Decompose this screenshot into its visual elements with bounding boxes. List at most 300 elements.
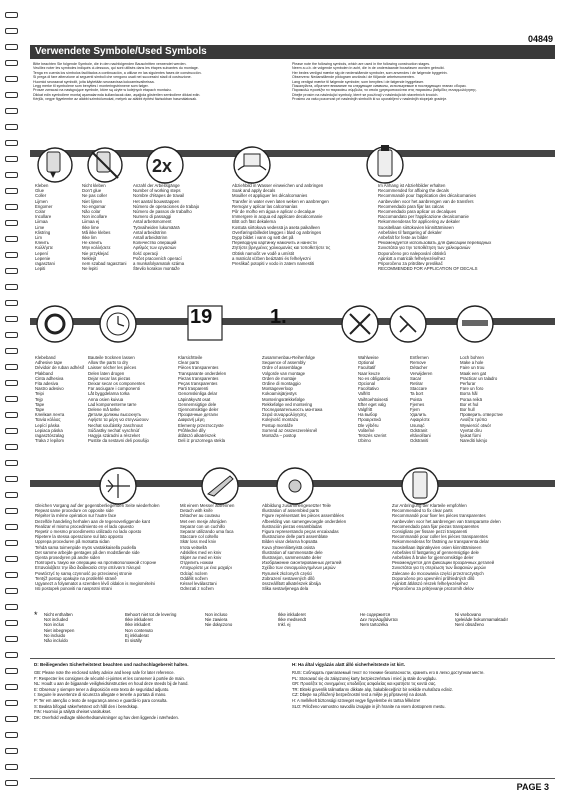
binding-hole xyxy=(5,764,18,770)
binding-hole xyxy=(5,444,18,450)
symbol-label: Monteringsrækkefølge xyxy=(262,396,305,402)
symbol-label: Recommended to fix clear parts xyxy=(392,508,453,514)
symbol-label: Make a hole xyxy=(460,360,484,366)
symbol-label: lyukat fúrni xyxy=(460,433,481,439)
symbol-label: Mouiller et appliquer les décalcomanies xyxy=(232,193,308,199)
symbol-label: Teipi xyxy=(35,391,44,397)
symbol-label: Det samme arbejde gentages på den modstående side xyxy=(35,549,140,555)
intro-line: Si prega di fare attenzione ai seguenti simboli che vengono usati nei successivi stadi di costruzione. xyxy=(33,75,192,80)
symbol-label: Valfritt xyxy=(358,391,370,397)
symbol-label: Non incollare xyxy=(82,214,108,220)
general-note: Ikke medsendt xyxy=(278,617,306,623)
symbol-label: Bilden visar delarna hopsatta xyxy=(262,539,318,545)
symbol-label: Рекомендуется для фиксации прозрачных деталей xyxy=(392,560,495,566)
symbol-label: Количество операций xyxy=(133,240,177,246)
binding-hole xyxy=(5,540,18,546)
page-title: Verwendete Symbole/Used Symbols xyxy=(30,45,555,59)
symbol-label: Ne pas coller xyxy=(82,193,108,199)
binding-hole xyxy=(5,44,18,50)
symbol-label: Aanbevolen voor het aanbrengen van transparante delen xyxy=(392,518,501,524)
symbol-label: Coller xyxy=(35,193,47,199)
safety-line: P: Ter em atenção o texto de segurança anexo e guardá-lo para consulta. xyxy=(34,697,168,703)
symbol-label: Lepiaca páska xyxy=(35,427,63,433)
intro-right xyxy=(292,62,554,102)
symbol-text-col6 xyxy=(410,355,432,443)
symbol-label: Ripetere la stessa operazione sul lato opposto xyxy=(35,534,124,540)
symbol-label: Colar xyxy=(35,209,46,215)
binding-hole xyxy=(5,588,18,594)
symbol-label: Afbeelding van samengevoegde onderdelen xyxy=(262,518,347,524)
symbol-label: Työvaiheiden lukumäärä xyxy=(133,224,180,230)
symbol-label: Détacher au couteau xyxy=(180,513,220,519)
symbol-label: Antal arbeidstrinn xyxy=(133,229,167,235)
symbol-label: Προαιρετικά xyxy=(358,417,381,423)
binding-hole xyxy=(5,364,18,370)
safety-line: TR: Ekteki güvenlik talimatlarını dikkate alıp, bakabileceğiniz bir sekilde muhafaza ediniz. xyxy=(292,686,454,692)
symbol-text-col4 xyxy=(232,183,330,266)
symbol-label: Elementy przezroczyste xyxy=(178,422,224,428)
symbol-label: ragasztani xyxy=(35,261,55,267)
symbol-label: Powtórzyć tę samą czynność po przeciwnej stronie xyxy=(35,570,132,576)
symbol-text-col5 xyxy=(378,183,491,271)
symbol-label: Anbefales å bruke for gjennomsiktige deler xyxy=(392,555,474,561)
symbol-label: Επαναλάβετε την ίδια διαδικασία στην απέναντι πλευρά xyxy=(35,565,141,571)
general-col5 xyxy=(360,612,398,628)
symbol-label: Läpinäkyvät osat xyxy=(178,396,211,402)
symbol-label: Pôr de molho em água e aplicar o decalque xyxy=(232,209,316,215)
symbol-label: Bor et hul xyxy=(460,401,479,407)
symbol-text-col3 xyxy=(178,355,226,443)
symbol-label: Antal arbetsmoment xyxy=(133,219,172,225)
symbol-label: Montaža – postop xyxy=(262,433,297,439)
symbol-label: Wahlweise xyxy=(358,355,379,360)
binding-hole xyxy=(5,140,18,146)
safety-line: F: Respecter les consignes de sécurité ci-jointes et les conserver à portée de main. xyxy=(34,675,185,681)
symbol-label: Κολλήστε xyxy=(35,245,54,251)
symbol-label: Figura representando peças encaixadas xyxy=(262,529,339,535)
symbol-label: Nie przyklejać xyxy=(82,250,109,256)
general-col1 xyxy=(44,612,74,643)
symbol-label: Skjær av med en kniv xyxy=(180,555,222,561)
binding-hole xyxy=(5,380,18,386)
intro-line: Veuillez noter les symboles indiqués ci-dessous, qui sont utilisés dans les étapes suivantes du montage. xyxy=(33,66,199,71)
decal-softener-icon xyxy=(367,145,403,183)
binding-hole xyxy=(5,172,18,178)
binding-hole xyxy=(5,252,18,258)
symbol-label: Usunąć xyxy=(410,422,425,428)
symbol-label: Μην κολλήσετε xyxy=(82,245,111,251)
symbol-label: Отделить ножом xyxy=(180,560,214,566)
binding-hole xyxy=(5,12,18,18)
symbol-label: Повторить такую же операцию на противоположной стороне xyxy=(35,560,157,566)
symbol-label: Anbefales til fastgøring af dekaler xyxy=(378,229,442,235)
symbol-label: Montageverloop xyxy=(262,386,293,392)
step-number-example: 19 xyxy=(190,306,213,328)
symbol-label: Recommandé pour l'application des décalcomanies xyxy=(378,193,477,199)
symbol-label: Poraa reikä xyxy=(460,396,482,402)
symbol-label: Opcional xyxy=(358,381,375,387)
binding-hole xyxy=(5,732,18,738)
binding-hole xyxy=(5,524,18,530)
symbol-label: Bor hull xyxy=(460,407,475,413)
safety-line: E: Observar y siempre tener a disposición este texto de seguridad adjunto. xyxy=(34,686,170,692)
knife-icon xyxy=(202,468,238,504)
symbol-label: Kostuta siirtokuva vedessä ja aseta paikalleen xyxy=(232,224,320,230)
symbol-label: Ikke lim xyxy=(82,235,97,241)
symbol-label: Figure représentant les pièces assemblées xyxy=(262,513,344,519)
symbol-label: Illustration of assembled parts xyxy=(262,508,320,514)
symbol-label: Separar utilizando uma faca xyxy=(180,529,234,535)
symbol-label: Sorrend az összeszerelésnél xyxy=(262,427,318,433)
symbol-label: Incollare xyxy=(35,214,52,220)
symbol-label: Recomendado para fijar piezas transparentes xyxy=(392,523,479,529)
symbol-label: Abbildung zusammengesetzter Teile xyxy=(262,503,331,508)
symbol-label: Separar con un cuchillo xyxy=(180,523,225,529)
symbol-label: Dezelfde handeling herhalen aan de tegenoverliggende kant xyxy=(35,518,150,524)
symbol-label: Kolejność montażu xyxy=(262,417,299,423)
symbol-label: Facoltativo xyxy=(358,386,379,392)
symbol-label: Nastro adesivo xyxy=(35,386,64,392)
symbol-label: a munkafolyamatok száma xyxy=(133,261,185,267)
symbol-label: Repetir o mesmo procedimento utilizado no lado oposto xyxy=(35,529,142,535)
symbol-label: Volgorde van montage xyxy=(262,370,306,376)
symbol-label: Neklejit xyxy=(82,255,97,261)
symbol-label: Gjenta prosedyren på andre siden xyxy=(35,555,100,561)
document-number: 04849 xyxy=(527,34,553,44)
assembled-parts-icon xyxy=(277,468,313,504)
binding-hole xyxy=(5,412,18,418)
symbol-label: Ta bort xyxy=(410,391,424,397)
symbol-label: Detach with knife xyxy=(180,508,213,514)
general-col2 xyxy=(125,612,176,643)
symbol-label: No engomar xyxy=(82,203,106,209)
symbol-label: Illustration af sammensatte dele xyxy=(262,549,323,555)
symbol-label: Klarsichtteile xyxy=(178,355,203,360)
general-col4 xyxy=(278,612,306,628)
safety-divider xyxy=(30,658,555,659)
symbol-label: Fjernes xyxy=(410,401,425,407)
drill-hole-icon xyxy=(457,306,493,342)
page-number: PAGE 3 xyxy=(516,782,549,792)
binding-hole xyxy=(5,156,18,162)
drying-time-icon xyxy=(100,306,136,342)
intro-line: Dikkat edin symbollere montaj aşamalarında kullanılacak olan, aşağıda gösterilen sembollere dikkat edin. xyxy=(33,92,201,97)
symbol-text-col4 xyxy=(392,503,501,591)
glue-icon xyxy=(38,148,72,182)
symbol-label: На выбор xyxy=(358,412,378,418)
symbol-label: Изображение смонтированных деталей xyxy=(262,560,342,566)
symbol-label: Συνιστάται για τη στερέωση των διαφανών μερών xyxy=(392,565,487,571)
binding-hole xyxy=(5,396,18,402)
symbol-label: Allow the parts to dry xyxy=(88,360,129,366)
general-note: Not included xyxy=(44,617,68,623)
symbol-label: Počet pracovních operací xyxy=(133,255,182,261)
binding-hole xyxy=(5,460,18,466)
sequence-number-example: 1. xyxy=(270,306,287,328)
symbol-label: Priporočeno za pritrditev preslikač xyxy=(378,261,443,267)
symbol-text-col3 xyxy=(262,503,346,591)
symbol-label: Orden de montaje xyxy=(262,375,297,381)
symbol-label: átlátszó alkatrészek xyxy=(178,433,216,439)
symbol-label: Slika sestavljenega dela xyxy=(262,586,309,592)
symbol-label: Ne lepiti xyxy=(82,266,98,272)
symbol-label: Abziehbild in Wasser einweichen und anbringen xyxy=(232,183,324,188)
general-note: Inkl. ej xyxy=(278,622,291,628)
symbol-label: Mit einem Messer abtrennen xyxy=(180,503,235,508)
intro-line: Prosze zwracać na następujące symbole, które są użyte w kolejnych etapach montażu. xyxy=(33,88,172,93)
symbol-label: Tape xyxy=(35,407,45,413)
symbol-label: Hagyja száradni a részeket xyxy=(88,433,140,439)
safety-line: GB: Please note the enclosed safety advice and keep safe for later reference. xyxy=(34,670,175,675)
safety-line: NL: Houdt u aan de bijgaande veiligheidsinstructies en houd deze steeds bij de hand. xyxy=(34,681,189,687)
symbol-label: Sequence of assembly xyxy=(262,360,306,366)
general-note: Nicht enthalten xyxy=(44,612,73,617)
symbol-text-col5 xyxy=(358,355,390,443)
symbol-label: Zur Anbringung der Klarteile empfohlen xyxy=(392,503,467,508)
general-note: Non incluso xyxy=(205,612,228,617)
symbol-label: Skär loss med kniv xyxy=(180,539,217,545)
symbol-label: Tetszés szerint xyxy=(358,433,387,439)
symbol-label: Ανοίξτε τρύπα xyxy=(460,417,487,423)
clear-glue-icon xyxy=(402,468,438,504)
symbol-label: Numero di passaggi xyxy=(133,214,172,220)
symbol-label: Gennemsigtige dele xyxy=(178,401,217,407)
general-note: Nem tartozéka xyxy=(360,622,388,628)
symbol-label: Overføringsbilledet lægges i blød og anbringes xyxy=(232,229,322,235)
intro-line: Observera: Nedanstående piktogram används i de följande arbetsmomenten. xyxy=(292,75,415,80)
mirror-side-icon xyxy=(100,468,136,504)
symbol-label: Ilustración piezas ensambladas xyxy=(262,523,322,529)
symbol-label: Rysunek złożonych części xyxy=(262,570,313,576)
symbol-label: Zusammenbau-Reihenfolge xyxy=(262,355,316,360)
symbol-label: Rekkefølge ved montering xyxy=(262,401,313,407)
symbol-label: Clear parts xyxy=(178,360,200,366)
binding-hole xyxy=(5,124,18,130)
remove-icon xyxy=(342,306,378,342)
symbol-label: Késsel leválasztani xyxy=(180,581,217,587)
intro-line: Please note the following symbols, which are used in the following construction stages. xyxy=(292,62,431,66)
symbol-label: ragasztószalag xyxy=(35,433,64,439)
intro-line: Tenga en cuenta los símbolos facilitados a continuación, a utilizar en las siguientes fases de construcción. xyxy=(33,70,202,75)
symbol-label: Soak and apply decals xyxy=(232,188,276,194)
general-note: Не содержится xyxy=(360,612,391,617)
symbol-label: Far asciugare i componenti xyxy=(88,386,140,392)
symbol-label: Bauteile trocknen lassen xyxy=(88,355,135,360)
symbol-label: Klebeband xyxy=(35,355,56,360)
binding-hole xyxy=(5,348,18,354)
symbol-label: RECOMMENDED FOR APPLICATION OF DECALS xyxy=(378,266,478,272)
symbol-label: Fare un foro xyxy=(460,386,484,392)
binding-hole xyxy=(5,556,18,562)
symbol-label: Upprepa proceduren på motsatta sidan xyxy=(35,539,110,545)
symbol-label: Glue xyxy=(35,188,45,194)
symbol-label: Fjern xyxy=(410,407,420,413)
symbol-label: Переводную картинку намочить и нанести xyxy=(232,240,317,246)
symbol-label: Engomer xyxy=(35,203,53,209)
symbol-label: Αριθμός των εργασιών xyxy=(133,245,177,251)
symbol-label: Tape xyxy=(35,401,45,407)
symbol-label: Anna osien kuivua xyxy=(88,396,124,402)
symbol-label: Doporučeno pro upevnění průhledných dílů xyxy=(392,575,475,581)
symbol-label: Tejp xyxy=(35,396,43,402)
safety-title-right: H: Ha által vigyázás alatt álló sicherheitstexte ist kirt. xyxy=(292,662,406,667)
symbol-label: Wywiercić otwór xyxy=(460,422,491,428)
decal-water-icon xyxy=(234,147,270,183)
symbol-label: Não colar xyxy=(82,209,101,215)
symbol-label: Don't glue xyxy=(82,188,102,194)
symbol-label: Genomskinliga delar xyxy=(178,391,218,397)
symbols-row1-icons xyxy=(30,140,555,185)
symbol-label: Loch bohren xyxy=(460,355,484,360)
symbol-label: Delen laten drogen xyxy=(88,370,125,376)
footer-rule xyxy=(30,778,555,779)
symbol-label: Priporočeno za pritrjevanje prozornih delov xyxy=(392,586,474,592)
symbol-label: Obtisk namočit ve vodě a umístit xyxy=(232,250,295,256)
symbol-label: Facultatif xyxy=(358,365,376,371)
symbol-label: Adskilles med en kniv xyxy=(180,549,222,555)
binding-hole xyxy=(5,748,18,754)
symbol-label: Αποχωρίστε με ένα μαχαίρι xyxy=(180,565,232,571)
symbol-label: Tehdä sama toimenpide myös vastakkaisella puolella xyxy=(35,544,137,550)
symbol-label: Lepenie xyxy=(35,255,51,261)
safety-line: H: A mellékelt biztonsági szöveget vegye figyelembe és tartsa félkézre! xyxy=(292,697,421,703)
symbol-label: Liimaa xyxy=(35,219,48,225)
symbol-label: Lepení xyxy=(35,250,49,256)
symbol-label: Последовательность монтажа xyxy=(262,407,323,413)
symbol-label: Illustrasjon, sammensatte deler xyxy=(262,555,322,561)
symbol-label: Klistring xyxy=(35,229,51,235)
general-col6 xyxy=(455,612,508,628)
repeat-count-icon xyxy=(147,147,183,183)
binding-hole xyxy=(5,316,18,322)
symbol-label: Liimaa ej xyxy=(82,219,100,225)
symbol-label: Im Anhang ist Abziehbilder erhalten xyxy=(378,183,446,188)
symbol-label: Vaihtoehtoisesti xyxy=(358,396,389,402)
binding-hole xyxy=(5,204,18,210)
symbol-label: Lad komponenterne tørre xyxy=(88,401,137,407)
symbol-label: Staccare xyxy=(410,386,427,392)
general-note: Ikke inkludert xyxy=(125,622,151,628)
symbol-label: Gleichen Vorgang auf der gegenüberliegenden Seite wiederholen xyxy=(35,503,160,508)
symbol-text-col2 xyxy=(82,183,126,271)
safety-line: FIN: Huomioi ja säilytä oheiset varoitukset. xyxy=(34,709,112,715)
symbol-label: Met een mesje afsnijden xyxy=(180,518,227,524)
binding-hole xyxy=(5,492,18,498)
symbol-label: Faire un trou xyxy=(460,365,485,371)
adhesive-tape-icon xyxy=(37,306,73,342)
symbol-label: Narediti luknjo xyxy=(460,438,488,444)
symbol-label: Piezas transparentes xyxy=(178,375,219,381)
symbol-text-col1 xyxy=(35,503,159,591)
symbol-label: Σειρά συναρμολόγησης xyxy=(262,412,307,418)
symbol-label: Realizar el mismo procedimiento en el lado opuesto xyxy=(35,523,134,529)
symbol-label: Αφαιρέστε xyxy=(410,417,430,423)
symbol-label: Poista xyxy=(410,396,422,402)
symbol-label: Клеить xyxy=(35,240,50,246)
symbol-label: Lepiti xyxy=(35,266,46,272)
binding-hole xyxy=(5,428,18,434)
symbol-label: Σχέδιο των συναρμολογημένων μερών xyxy=(262,565,336,571)
binding-hole xyxy=(5,652,18,658)
symbol-label: Repeat same procedure on opposite side xyxy=(35,508,114,514)
symbol-label: Rekommenderas för fästning av transparenta delar xyxy=(392,539,489,545)
safety-line: SLO: Priloženo varnostno navodilo izvajajte in jih hranite na vsem dostopnem mestu. xyxy=(292,703,446,709)
symbol-label: Anbefalt for feste av bilder xyxy=(378,235,428,241)
binding-hole xyxy=(5,60,18,66)
symbol-label: Odciąć nożem xyxy=(180,570,208,576)
binding-hole xyxy=(5,508,18,514)
safety-line: GR: Προσέξτε τις συνημμένες υποδείξεις ασφαλείας και κρατήστε τις κοντά σας. xyxy=(292,681,437,687)
symbol-label: Rekommenderas för applicering av dekaler xyxy=(378,219,460,225)
general-col3 xyxy=(205,612,232,628)
binding-hole xyxy=(5,780,18,786)
symbol-label: Dejar secar las piezas xyxy=(88,375,131,381)
symbols-row2-icons xyxy=(30,300,555,348)
symbol-label: Låt byggdelarna torka xyxy=(88,391,130,397)
symbol-label: Fita adesiva xyxy=(35,381,59,387)
binding-hole xyxy=(5,604,18,610)
safety-line: I: Seguire le avvertenze di sicurezza allegate e tenerle a portata di mano. xyxy=(34,692,167,698)
symbol-label: Gjennomsiktige deler xyxy=(178,407,219,413)
binding-hole xyxy=(5,332,18,338)
symbol-label: Ζητήστε βρεγμένες χαλκομανίες και τοποθετήστε τις xyxy=(232,245,331,251)
binding-hole xyxy=(5,636,18,642)
symbol-label: Maak een gat xyxy=(460,370,487,376)
symbol-label: Het aantal bouwstappen xyxy=(133,198,180,204)
symbol-label: Traka z lepilom xyxy=(35,438,64,444)
symbol-label: Número de operaciones de trabajo xyxy=(133,203,200,209)
symbol-label: Deli iz prozornega stekla xyxy=(178,438,226,444)
symbol-label: Удалить xyxy=(410,412,427,418)
symbol-label: Cinta adhesiva xyxy=(35,375,64,381)
symbol-label: Kokoamisjärjestys xyxy=(262,391,297,397)
binding-hole xyxy=(5,620,18,626)
symbol-label: Blöt och fäst dekalerna xyxy=(232,219,276,225)
symbol-label: Borra hål xyxy=(460,391,478,397)
binding-holes xyxy=(0,0,22,800)
general-note: Ikke inkluderet xyxy=(125,617,153,623)
symbol-label: Practicar un taladro xyxy=(460,375,498,381)
symbol-label: Entfernen xyxy=(410,355,429,360)
binding-hole xyxy=(5,284,18,290)
general-note: Δεν περιλαμβάνεται xyxy=(360,617,398,623)
symbol-label: Kuva yhteenliitetyistä osista xyxy=(262,544,315,550)
symbol-label: Détacher xyxy=(410,365,428,371)
symbol-label: Διαφανή μέρη xyxy=(178,417,205,423)
symbol-label: Suositellaan läpinäkyvien osien kiinnittämiseen xyxy=(392,544,482,550)
symbol-label: Nechat součástky zaschnout xyxy=(88,422,143,428)
svg-text:2x: 2x xyxy=(152,156,173,176)
symbol-label: Number of working steps xyxy=(133,188,181,194)
symbol-label: Anzahl der Arbeitsgänge xyxy=(133,183,180,188)
binding-hole xyxy=(5,268,18,274)
symbol-label: Transfer in water even laten weken en aanbrengen xyxy=(232,198,329,204)
symbol-label: Isti postopek ponoviti na nasprotni strani xyxy=(35,586,112,592)
symbol-label: Niet lijmen xyxy=(82,198,103,204)
symbol-label: Recommended for affixing the decals xyxy=(378,188,449,194)
symbol-text-col7 xyxy=(460,355,503,443)
symbol-label: Ordre of assemblage xyxy=(262,365,303,371)
binding-hole xyxy=(5,476,18,482)
symbol-label: Súčiastky nechať vyschnúť xyxy=(88,427,140,433)
safety-line: DK: Overhold vedlagte sikkerhedsanvisninger og hav dem liggende i nærheden. xyxy=(34,714,179,720)
symbol-label: Nombre d'étapes de travail xyxy=(133,193,185,199)
intro-line: Пожалуйста, обратите внимание на следующие символы, используемые в последующих этапах сборки. xyxy=(292,84,467,89)
binding-hole xyxy=(5,188,18,194)
symbol-label: Ilość operacji xyxy=(133,250,159,256)
symbol-label: Plakband xyxy=(35,370,53,376)
symbol-label: Doporučeno pro nalepování obtisků xyxy=(378,250,446,256)
